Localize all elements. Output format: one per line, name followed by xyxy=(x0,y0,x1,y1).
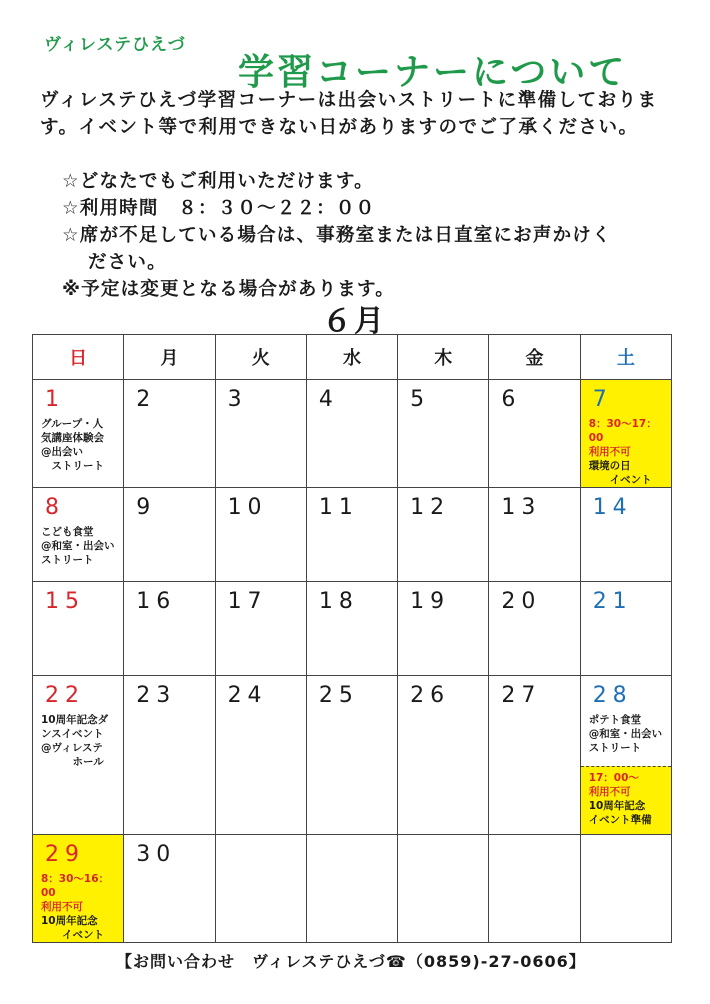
day-cell xyxy=(124,380,215,488)
day-cell xyxy=(124,676,215,835)
week-row xyxy=(33,488,672,582)
day-cell xyxy=(33,582,124,676)
event-name: 10周年記念 イベント xyxy=(41,915,104,941)
unavailable-time: 8：30～17：00 xyxy=(588,418,657,444)
day-number: 28 xyxy=(592,683,633,708)
day-number: 29 xyxy=(45,842,85,867)
day-cell xyxy=(124,488,215,582)
day-number: 10 xyxy=(227,495,268,520)
week-row xyxy=(33,582,672,676)
day-number: 11 xyxy=(318,495,359,520)
day-number: 2 xyxy=(136,387,157,412)
day-cell-empty xyxy=(489,835,580,943)
day-cell-empty xyxy=(580,835,671,943)
day-cell xyxy=(398,676,489,835)
day-cell xyxy=(33,676,124,835)
day-cell xyxy=(580,488,671,582)
day-cell xyxy=(33,380,124,488)
week-row xyxy=(33,676,672,835)
day-cell xyxy=(489,582,580,676)
day-cell xyxy=(580,676,671,835)
note-item: ☆席が不足している場合は、事務室または日直室にお声かけく xyxy=(62,225,612,246)
day-number: 20 xyxy=(501,589,542,614)
day-number: 23 xyxy=(136,683,177,708)
note-item: ※予定は変更となる場合があります。 xyxy=(62,279,395,300)
day-cell xyxy=(124,835,215,943)
month-label: ６月 xyxy=(322,304,386,339)
day-number: 17 xyxy=(227,589,268,614)
weekday-header-row xyxy=(33,335,672,380)
day-number: 25 xyxy=(318,683,359,708)
day-event: グループ・人 気講座体験会 @出会い ストリート xyxy=(41,418,104,472)
unavailable-block xyxy=(581,766,671,834)
unavailable-status: 利用不可 xyxy=(588,446,631,458)
day-cell xyxy=(398,380,489,488)
day-event: ポテト食堂 @和室・出会い ストリート xyxy=(588,714,663,754)
day-cell xyxy=(306,488,397,582)
weekday-fri: 金 xyxy=(489,335,580,380)
event-name: 10周年記念 イベント準備 xyxy=(588,800,652,826)
week-row xyxy=(33,835,672,943)
day-cell xyxy=(306,380,397,488)
day-event xyxy=(581,413,671,487)
day-cell xyxy=(124,582,215,676)
day-number: 13 xyxy=(501,495,542,520)
weekday-sun: 日 xyxy=(33,335,124,380)
day-event: こども食堂 @和室・出会い ストリート xyxy=(41,526,115,566)
day-cell-empty xyxy=(398,835,489,943)
day-cell xyxy=(489,488,580,582)
day-cell xyxy=(398,582,489,676)
intro-text: ヴィレステひえづ学習コーナーは出会いストリートに準備しております。イベント等で利用できない日がありますのでご了承ください。 xyxy=(40,90,658,138)
day-number: 16 xyxy=(136,589,177,614)
day-cell xyxy=(215,488,306,582)
page-title: 学習コーナーについて xyxy=(238,52,628,93)
day-number: 30 xyxy=(136,842,177,867)
day-number: 14 xyxy=(592,495,633,520)
week-row xyxy=(33,380,672,488)
weekday-mon: 月 xyxy=(124,335,215,380)
day-number: 4 xyxy=(318,387,339,412)
day-number: 9 xyxy=(136,495,157,520)
day-cell xyxy=(489,380,580,488)
calendar-table xyxy=(32,334,672,943)
day-cell xyxy=(306,676,397,835)
day-cell xyxy=(580,582,671,676)
day-number: 19 xyxy=(410,589,451,614)
day-cell xyxy=(33,488,124,582)
unavailable-status: 利用不可 xyxy=(41,901,83,913)
day-number: 1 xyxy=(45,387,65,412)
day-cell-empty xyxy=(306,835,397,943)
day-number: 18 xyxy=(318,589,359,614)
day-number: 8 xyxy=(45,495,65,520)
day-cell-unavailable xyxy=(33,835,124,943)
note-item: ☆どなたでもご利用いただけます。 xyxy=(62,171,374,192)
day-number: 7 xyxy=(592,387,613,412)
unavailable-time: 8：30～16：00 xyxy=(41,873,110,899)
weekday-tue: 火 xyxy=(215,335,306,380)
weekday-sat: 土 xyxy=(580,335,671,380)
day-cell-empty xyxy=(215,835,306,943)
day-number: 12 xyxy=(410,495,451,520)
weekday-wed: 水 xyxy=(306,335,397,380)
day-cell xyxy=(215,582,306,676)
day-number: 22 xyxy=(45,683,85,708)
notes-list xyxy=(62,168,702,303)
day-number: 5 xyxy=(410,387,431,412)
day-event xyxy=(33,868,123,942)
weekday-thu: 木 xyxy=(398,335,489,380)
day-cell-unavailable xyxy=(580,380,671,488)
note-item: ☆利用時間 ８：３０～２２：００ xyxy=(62,198,376,219)
unavailable-status: 利用不可 xyxy=(588,786,631,798)
day-number: 6 xyxy=(501,387,522,412)
day-cell xyxy=(489,676,580,835)
day-number: 3 xyxy=(227,387,248,412)
day-event: 10周年記念ダ ンスイベント @ヴィレステ ホール xyxy=(41,714,109,768)
note-item: ださい。 xyxy=(88,252,167,273)
day-number: 27 xyxy=(501,683,542,708)
day-number: 24 xyxy=(227,683,268,708)
day-number: 15 xyxy=(45,589,85,614)
day-cell xyxy=(306,582,397,676)
day-number: 21 xyxy=(592,589,633,614)
event-name: 環境の日 イベント xyxy=(588,460,652,486)
day-cell xyxy=(215,380,306,488)
day-cell xyxy=(398,488,489,582)
day-number: 26 xyxy=(410,683,451,708)
day-cell xyxy=(215,676,306,835)
unavailable-time: 17：00～ xyxy=(588,772,639,784)
contact-footer: 【お問い合わせ ヴィレステひえづ☎（0859)-27-0606】 xyxy=(116,952,586,971)
brand-name: ヴィレステひえづ xyxy=(44,35,186,55)
